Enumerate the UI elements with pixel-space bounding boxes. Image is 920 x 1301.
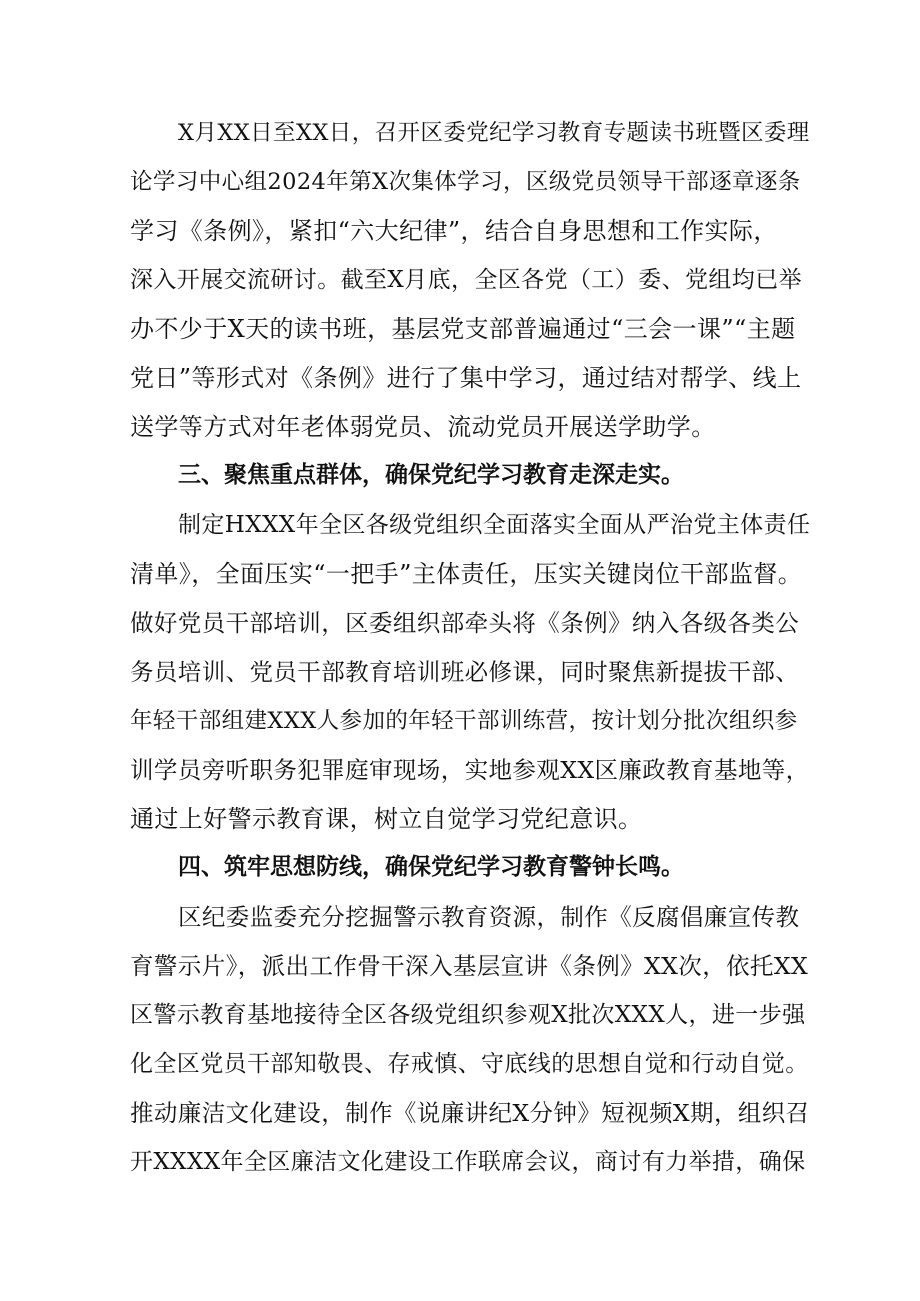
paragraph-1-line-1: X月XX日至XX日，召开区委党纪学习教育专题读书班暨区委理 <box>178 120 810 146</box>
paragraph-2-line-1: 制定HXXX年全区各级党组织全面落实全面从严治党主体责任 <box>178 512 811 538</box>
paragraph-1-line-3: 学习《条例》，紧扣“六大纪律”，结合自身思想和工作实际， <box>130 217 778 245</box>
section-heading-4: 四、筑牢思想防线，确保党纪学习教育警钟长鸣。 <box>178 854 684 880</box>
paragraph-3-line-1: 区纪委监委充分挖掘警示教育资源，制作《反腐倡廉宣传教 <box>178 903 800 931</box>
paragraph-3-line-5: 推动廉洁文化建设，制作《说廉讲纪X分钟》短视频X期，组织召 <box>130 1099 810 1127</box>
paragraph-1-line-2: 论学习中心组2024年第X次集体学习，区级党员领导干部逐章逐条 <box>130 169 801 195</box>
paragraph-2-line-5: 年轻干部组建XXX人参加的年轻干部训练营，按计划分批次组织参 <box>130 708 798 734</box>
paragraph-3-line-3: 区警示教育基地接待全区各级党组织参观X批次XXX人，进一步强 <box>130 1002 806 1028</box>
paragraph-3-line-4: 化全区党员干部知敬畏、存戒慎、守底线的思想自觉和行动自觉。 <box>130 1051 809 1077</box>
paragraph-3-line-6: 开XXXX年全区廉洁文化建设工作联席会议，商讨有力举措，确保 <box>130 1149 806 1175</box>
paragraph-2-line-3: 做好党员干部培训，区委组织部牵头将《条例》纳入各级各类公 <box>130 609 800 637</box>
paragraph-2-line-6: 训学员旁听职务犯罪庭审现场，实地参观XX区廉政教育基地等， <box>130 756 810 784</box>
paragraph-2-line-2: 清单》，全面压实“一把手”主体责任，压实关键岗位干部监督。 <box>130 560 803 588</box>
paragraph-2-line-7: 通过上好警示教育课，树立自觉学习党纪意识。 <box>130 805 643 833</box>
section-heading-3: 三、聚焦重点群体，确保党纪学习教育走深走实。 <box>178 462 684 488</box>
paragraph-1-line-5: 办不少于X天的读书班，基层党支部普遍通过“三会一课”“主题 <box>130 315 796 343</box>
paragraph-2-line-4: 务员培训、党员干部教育培训班必修课，同时聚焦新提拔干部、 <box>130 658 800 686</box>
paragraph-3-line-2: 育警示片》，派出工作骨干深入基层宣讲《条例》XX次，依托XX <box>130 952 809 980</box>
paragraph-1-line-4: 深入开展交流研讨。截至X月底，全区各党（工）委、党组均已举 <box>130 267 802 293</box>
paragraph-1-line-7: 送学等方式对年老体弱党员、流动党员开展送学助学。 <box>130 413 716 441</box>
paragraph-1-line-6: 党日”等形式对《条例》进行了集中学习，通过结对帮学、线上 <box>130 364 802 392</box>
